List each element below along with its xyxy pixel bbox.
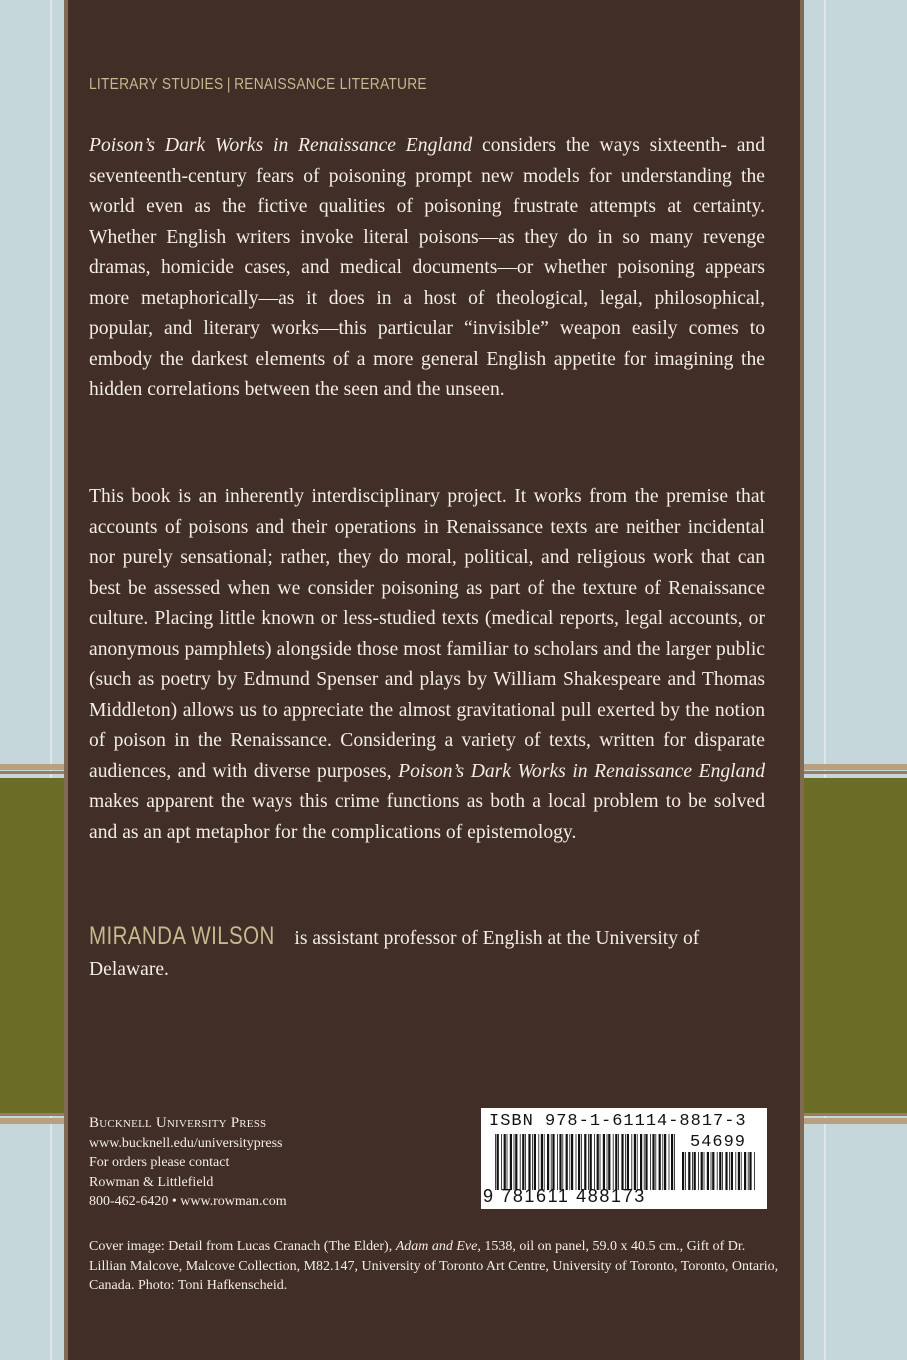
barcode-bar	[735, 1152, 736, 1190]
description-text-2a: This book is an inherently interdisciplinary project. It works from the premise that accounts of poisons and their operations in Renaissance texts are neither incidental nor purely sensational; rather, they do moral, political, and religious work that can best be assessed when we consider poisoning as part of the texture of Renaissance culture. Placing little known or less-studied texts (medical reports, legal accounts, or anonymous pamphlets) alongside those most familiar to scholars and the larger public (such as poetry by Edmund Spenser and plays by William Shakespeare and Thomas Middleton) allows us to appreciate the almost gravitational pull exerted by the notion of poison in the Renaissance. Considering a variety of texts, written for disparate audiences, and with diverse purposes,	[89, 486, 765, 782]
barcode-bar	[544, 1134, 545, 1190]
barcode-bar	[504, 1134, 506, 1190]
barcode-bar	[640, 1134, 642, 1190]
isbn-label: ISBN 978-1-61114-8817-3	[489, 1112, 747, 1131]
barcode-bar	[557, 1134, 558, 1190]
barcode-bar	[704, 1152, 705, 1190]
barcode-bar	[664, 1134, 666, 1190]
barcode-bar	[741, 1152, 742, 1190]
barcode-bar	[634, 1134, 636, 1190]
barcode-bar	[754, 1152, 755, 1190]
author-name: MIRANDA WILSON	[89, 922, 275, 950]
barcode-bar	[584, 1134, 586, 1190]
category-primary: LITERARY STUDIES	[89, 76, 224, 93]
credit-artwork-title: Adam and Eve	[395, 1239, 478, 1254]
barcode-bar	[662, 1134, 663, 1190]
barcode-bar	[607, 1134, 608, 1190]
barcode-bar	[590, 1134, 592, 1190]
barcode-bar	[603, 1134, 605, 1190]
barcode-bar	[597, 1134, 599, 1190]
publisher-block	[89, 1114, 287, 1212]
barcode-bar	[551, 1134, 552, 1190]
barcode-bar	[731, 1152, 733, 1190]
barcode-bar	[501, 1134, 502, 1190]
description-paragraph-1	[89, 131, 765, 406]
cover-image-credit	[89, 1237, 779, 1296]
barcode-bar	[711, 1152, 712, 1190]
distributor-name: Rowman & Littlefield	[89, 1174, 214, 1190]
barcode-bar	[688, 1152, 690, 1190]
side-line-left	[50, 0, 52, 1360]
barcode-bar	[576, 1134, 577, 1190]
barcode-bar	[534, 1134, 536, 1190]
barcode-bar	[515, 1134, 517, 1190]
barcode-bar	[615, 1134, 617, 1190]
barcode-bar	[571, 1134, 573, 1190]
barcode-bar	[655, 1134, 656, 1190]
barcode-bar	[645, 1134, 647, 1190]
barcode-bar	[712, 1152, 714, 1190]
barcode-bar	[495, 1134, 496, 1190]
barcode-bar	[674, 1134, 675, 1190]
ean-digits: 9 781611 488173	[483, 1186, 646, 1206]
description-paragraph-2	[89, 482, 765, 848]
barcode-bars	[495, 1134, 675, 1190]
barcode-bar	[621, 1134, 623, 1190]
barcode-bar	[671, 1134, 673, 1190]
barcode-bar	[669, 1134, 670, 1190]
category-secondary: RENAISSANCE LITERATURE	[234, 76, 427, 93]
barcode-bar	[566, 1134, 568, 1190]
barcode-bar	[569, 1134, 570, 1190]
barcode-bar	[627, 1134, 629, 1190]
barcode-bar	[562, 1134, 563, 1190]
barcode-bar	[744, 1152, 746, 1190]
barcode-bar	[631, 1134, 632, 1190]
barcode-bar	[692, 1152, 693, 1190]
barcode-bar	[717, 1152, 718, 1190]
barcode-bar	[522, 1134, 524, 1190]
barcode-bar	[650, 1134, 651, 1190]
barcode-bar	[729, 1152, 730, 1190]
orders-line: For orders please contact	[89, 1155, 230, 1171]
barcode-bar	[514, 1134, 515, 1190]
barcode-bar	[541, 1134, 543, 1190]
barcode-bar	[707, 1152, 709, 1190]
barcode-bar	[749, 1152, 751, 1190]
barcode-bar	[694, 1152, 696, 1190]
barcode-bar	[698, 1152, 699, 1190]
barcode-bar	[538, 1134, 539, 1190]
barcode-bar	[625, 1134, 626, 1190]
isbn-barcode	[481, 1108, 767, 1209]
barcode-addon-number: 54699	[690, 1133, 747, 1152]
barcode-bar	[618, 1134, 619, 1190]
barcode-bar	[532, 1134, 533, 1190]
barcode-bar	[507, 1134, 508, 1190]
barcode-bar	[528, 1134, 530, 1190]
barcode-bar	[685, 1152, 686, 1190]
barcode-bar	[552, 1134, 554, 1190]
publisher-url: www.bucknell.edu/universitypress	[89, 1135, 283, 1151]
distributor-contact: 800-462-6420 • www.rowman.com	[89, 1194, 287, 1210]
category-line	[89, 76, 427, 94]
barcode-bar	[701, 1152, 703, 1190]
barcode-bar	[600, 1134, 601, 1190]
description-text-2b: makes apparent the ways this crime functions as both a local problem to be solved and as an apt metaphor for the complications of epistemology.	[89, 791, 765, 843]
book-title-italic-2: Poison’s Dark Works in Renaissance England	[398, 760, 765, 782]
barcode-bar	[722, 1152, 723, 1190]
barcode-bar	[725, 1152, 727, 1190]
barcode-bar	[637, 1134, 638, 1190]
book-title-italic: Poison’s Dark Works in Renaissance England	[89, 135, 473, 156]
category-separator: |	[226, 76, 231, 93]
barcode-bar	[652, 1134, 654, 1190]
description-text-1: considers the ways sixteenth- and seventeenth-century fears of poisoning prompt new models for understanding the world even as the fictive qualities of poisoning frustrate attempts at certainty. Whether English writers invoke literal poisons—as they do in so many revenge dramas, homicide cases, and medical documents—or whether poisoning appears more metaphorically—as it does in a host of theological, legal, philosophical, popular, and literary works—this particular “invisible” weapon easily comes to embody the darkest elements of a more general English appetite for imagining the hidden correlations between the seen and the unseen.	[89, 135, 765, 400]
barcode-bar	[497, 1134, 499, 1190]
barcode-bar	[719, 1152, 721, 1190]
barcode-bar	[510, 1134, 512, 1190]
credit-prefix: Cover image: Detail from Lucas Cranach (The Elder),	[89, 1239, 396, 1254]
side-line-right	[824, 0, 826, 1360]
barcode-bar	[659, 1134, 661, 1190]
barcode-bar	[748, 1152, 749, 1190]
barcode-bar	[581, 1134, 582, 1190]
credit-suffix: , 1538, oil on panel, 59.0 x 40.5 cm., Gift of Dr. Lillian Malcove, Malcove Collection, M82.147, University of Toronto Art Centre, University of Toronto, Toronto, Ontario, Canada. Photo: Toni Hafkenscheid.	[89, 1239, 779, 1294]
barcode-bar	[682, 1152, 684, 1190]
barcode-bar	[613, 1134, 614, 1190]
barcode-addon-bars	[682, 1152, 756, 1190]
author-bio	[89, 921, 779, 985]
barcode-bar	[588, 1134, 589, 1190]
barcode-bar	[644, 1134, 645, 1190]
publisher-name: Bucknell University Press	[89, 1115, 267, 1131]
barcode-bar	[559, 1134, 561, 1190]
barcode-bar	[594, 1134, 595, 1190]
barcode-bar	[520, 1134, 521, 1190]
barcode-bar	[547, 1134, 549, 1190]
barcode-bar	[525, 1134, 526, 1190]
panel-edge-left	[64, 0, 68, 1360]
author-bio-text: is assistant professor of English at the University of Delaware.	[89, 928, 700, 980]
barcode-bar	[738, 1152, 740, 1190]
barcode-bar	[578, 1134, 580, 1190]
barcode-bar	[608, 1134, 610, 1190]
panel-edge-right	[800, 0, 804, 1360]
